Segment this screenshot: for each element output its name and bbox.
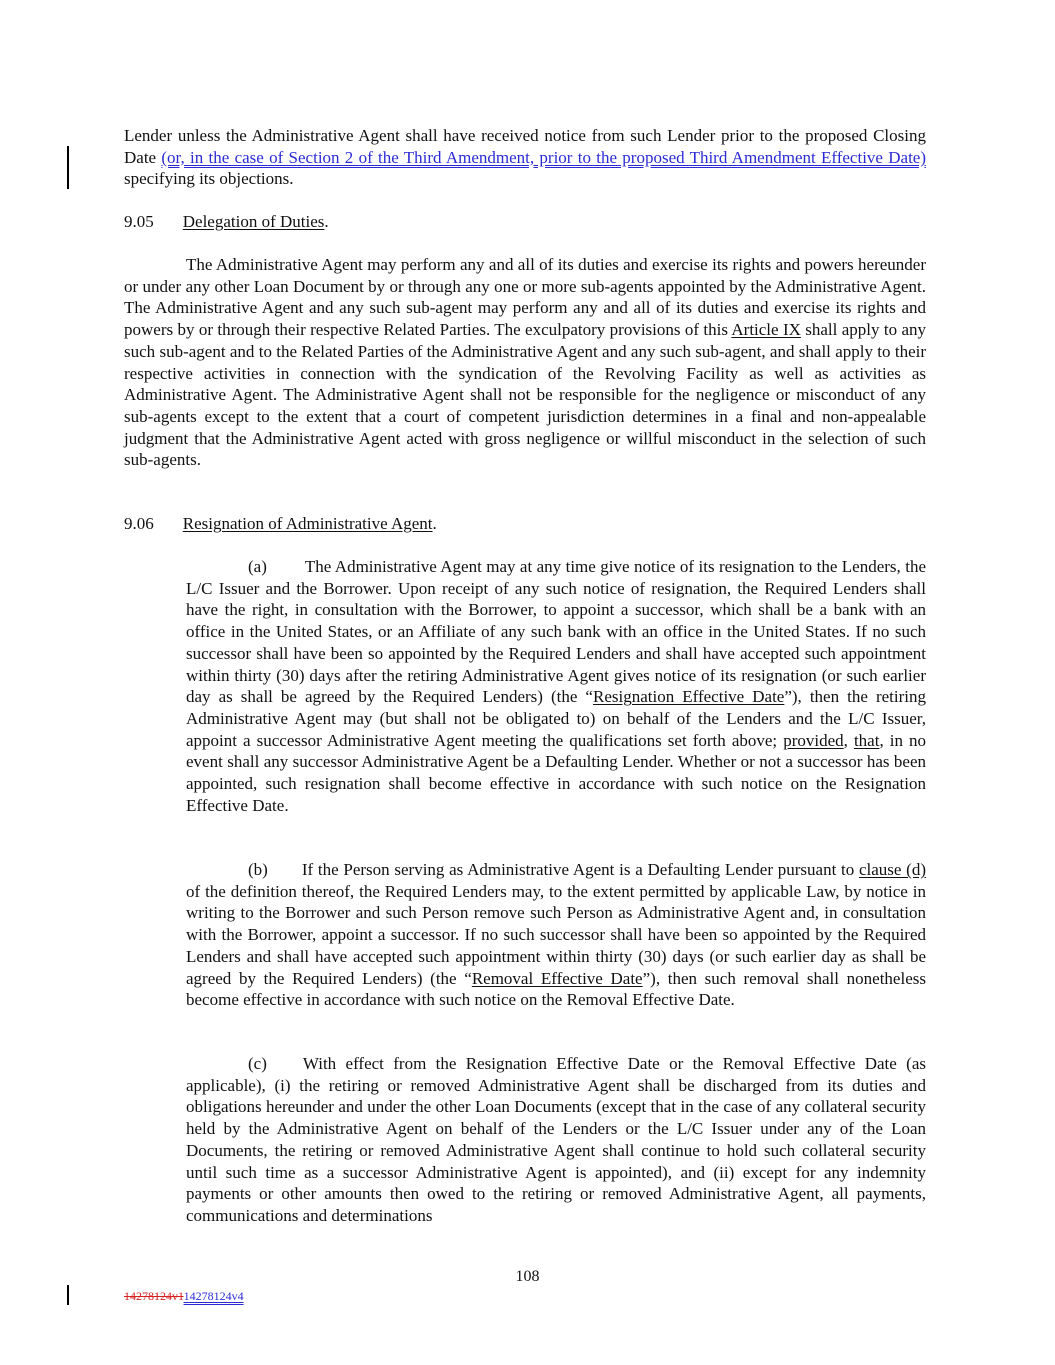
section-905-paragraph: The Administrative Agent may perform any and all of its duties and exercise its rights and powers hereunder or under any other Loan Document by or through any one or more sub-agents appointed by the Administrative Agent. The Administrative Agent and any such sub-agent may perform any and all of its duties and exercise its rights and powers by or through their respective Related Parties. The exculpatory provisions of this Article IX shall apply to any such sub-agent and to the Related Parties of the Administrative Agent and any such sub-agent, and shall apply to their respective activities in connection with the syndication of the Revolving Facility as well as activities as Administrative Agent. The Administrative Agent shall not be responsible for the negligence or misconduct of any sub-agents except to the extent that a court of competent jurisdiction determines in a final and non-appealable judgment that the Administrative Agent acted with gross negligence or willful misconduct in the selection of such sub-agents. bbox=[124, 255, 926, 470]
clause-c-paragraph: (c) With effect from the Resignation Effective Date or the Removal Effective Date (as applicable), (i) the retiring or removed Administrative Agent shall be discharged from its duties and obligations hereunder and under the other Loan Documents (except that in the case of any collateral security held by the Administrative Agent on behalf of the Lenders or the L/C Issuer under any of the Loan Documents, the retiring or removed Administrative Agent shall continue to hold such collateral security until such time as a successor Administrative Agent is appointed), and (ii) except for any indemnity payments or other amounts then owed to the retiring or removed Administrative Agent, all payments, communications and determinations bbox=[186, 1054, 926, 1225]
intro-text-after: specifying its objections. bbox=[124, 169, 294, 189]
article-ix-reference: Article IX bbox=[731, 320, 801, 340]
inserted-text: (or, in the case of Section 2 of the Third Amendment, prior to the proposed Third Amendment Effective Date) bbox=[161, 147, 927, 167]
document-id bbox=[124, 1288, 244, 1304]
section-title: Delegation of Duties bbox=[182, 212, 325, 231]
clause-label: (a) bbox=[248, 557, 267, 576]
clause-b-paragraph: (b) If the Person serving as Administrative Agent is a Defaulting Lender pursuant to clause (d) of the definition thereof, the Required Lenders may, to the extent permitted by applicable Law, by notice in writing to the Borrower and such Person remove such Person as Administrative Agent and, in consultation with the Borrower, appoint a successor. If no such successor shall have been so appointed by the Required Lenders and shall have accepted such appointment within thirty (30) days (or such earlier day as shall be agreed by the Required Lenders) (the “Removal Effective Date”), then such removal shall nonetheless become effective in accordance with such notice on the Removal Effective Date. bbox=[186, 860, 926, 1010]
section-906-heading: 9.06 Resignation of Administrative Agent. bbox=[124, 514, 437, 533]
change-bar-top bbox=[67, 146, 69, 189]
section-number: 9.05 bbox=[124, 212, 154, 231]
clause-label: (b) bbox=[248, 860, 268, 879]
clause-a-paragraph: (a) The Administrative Agent may at any time give notice of its resignation to the Lenders, the L/C Issuer and the Borrower. Upon receipt of any such notice of resignation, the Required Lenders shall have the right, in consultation with the Borrower, to appoint a successor, which shall be a bank with an office in the United States, or an Affiliate of any such bank with an office in the United States. If no such successor shall have been so appointed by the Required Lenders and shall have accepted such appointment within thirty (30) days after the retiring Administrative Agent gives notice of its resignation (or such earlier day as shall be agreed by the Required Lenders) (the “Resignation Effective Date”), then the retiring Administrative Agent may (but shall not be obligated to) on behalf of the Lenders and the L/C Issuer, appoint a successor Administrative Agent meeting the qualifications set forth above; provided, that, in no event shall any successor Administrative Agent be a Defaulting Lender. Whether or not a successor has been appointed, such resignation shall become effective in accordance with such notice on the Resignation Effective Date. bbox=[186, 557, 927, 815]
section-905-heading: 9.05 Delegation of Duties. bbox=[124, 212, 329, 231]
section-title: Resignation of Administrative Agent bbox=[182, 514, 433, 533]
clause-label: (c) bbox=[248, 1054, 267, 1073]
intro-paragraph bbox=[124, 125, 926, 190]
defined-term: Resignation Effective Date bbox=[592, 687, 785, 707]
defined-term: Removal Effective Date bbox=[471, 968, 643, 988]
change-bar-footer bbox=[67, 1285, 69, 1305]
clause-reference: clause (d) bbox=[858, 860, 926, 879]
intro-text-before: Lender unless the Administrative Agent shall have received notice from such Lender prior to the proposed Closing Date bbox=[124, 126, 926, 167]
section-number: 9.06 bbox=[124, 514, 154, 533]
deleted-doc-id: 14278124v1 bbox=[124, 1289, 184, 1303]
inserted-doc-id: 14278124v4 bbox=[183, 1289, 244, 1303]
page-number: 108 bbox=[515, 1268, 540, 1285]
